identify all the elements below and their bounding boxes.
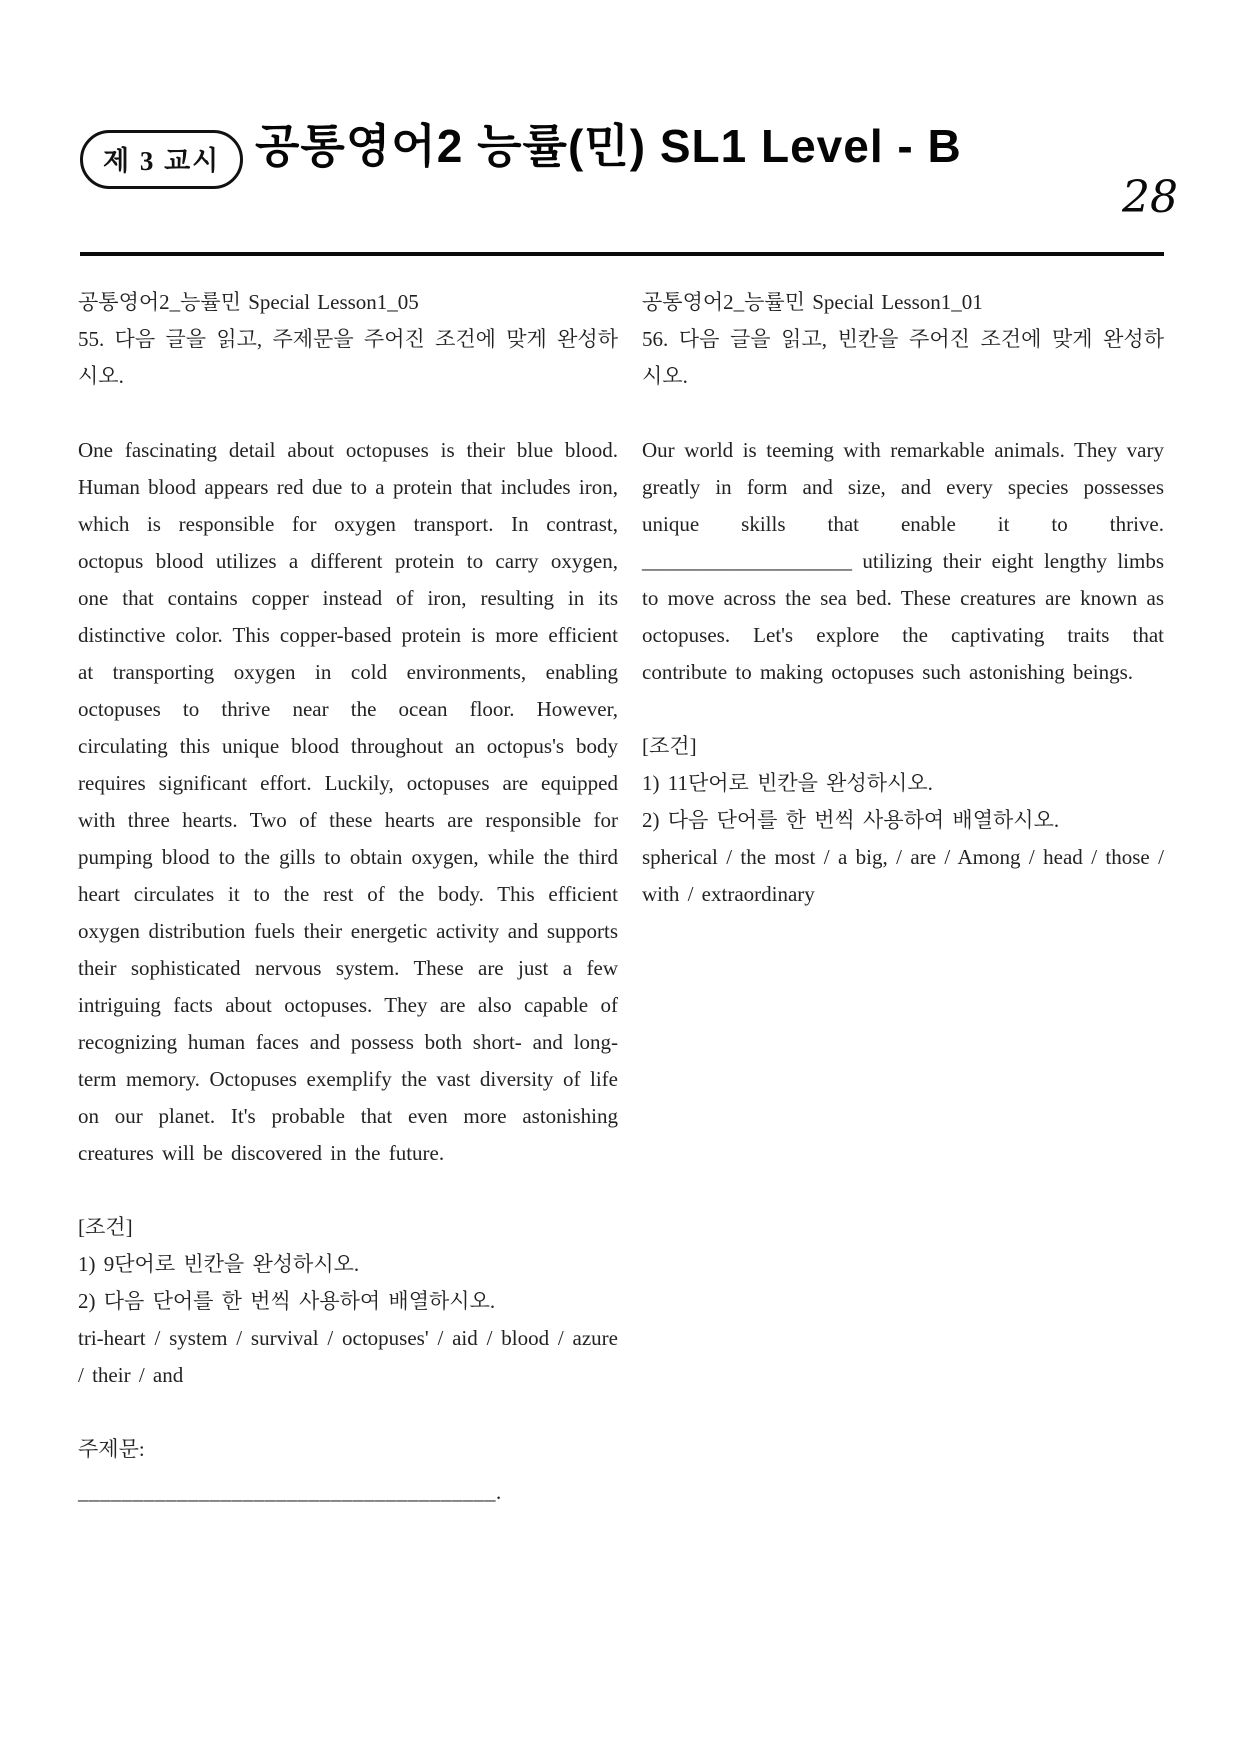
question-55-condition-2: 2) 다음 단어를 한 번씩 사용하여 배열하시오.: [78, 1289, 496, 1313]
period-badge: 제 3 교시: [80, 130, 243, 189]
question-55-prompt: 55. 다음 글을 읽고, 주제문을 주어진 조건에 맞게 완성하시오.: [78, 327, 618, 388]
question-56-prompt: 56. 다음 글을 읽고, 빈칸을 주어진 조건에 맞게 완성하시오.: [642, 327, 1164, 388]
page-header: [0, 0, 1240, 258]
question-55-source: 공통영어2_능률민 Special Lesson1_05: [78, 290, 419, 314]
header-divider: [80, 252, 1164, 256]
question-56-condition-1: 1) 11단어로 빈칸을 완성하시오.: [642, 771, 933, 795]
question-56-word-bank: spherical / the most / a big, / are / Among / head / those / with / extraordinary: [642, 845, 1164, 906]
question-56-passage: Our world is teeming with remarkable animals. They vary greatly in form and size, and every species possesses unique skills that enable it to thrive. ____________________ utilizing their eight lengthy limbs to move across the sea bed. These creatures are known as octopuses. Let's explore the captivating traits that contribute to making octopuses such astonishing beings.: [642, 438, 1164, 684]
question-55-conditions-header: [조건]: [78, 1215, 133, 1239]
question-55-word-bank: tri-heart / system / survival / octopuses' / aid / blood / azure / their / and: [78, 1326, 618, 1387]
page-title: 공통영어2 능률(민) SL1 Level - B: [255, 120, 962, 172]
question-56-source: 공통영어2_능률민 Special Lesson1_01: [642, 290, 983, 314]
question-columns: [0, 258, 1240, 1511]
question-55-condition-1: 1) 9단어로 빈칸을 완성하시오.: [78, 1252, 360, 1276]
question-55-passage: One fascinating detail about octopuses is their blue blood. Human blood appears red due to a protein that includes iron, which is responsible for oxygen transport. In contrast, octopus blood utilizes a different protein to carry oxygen, one that contains copper instead of iron, resulting in its distinctive color. This copper-based protein is more efficient at transporting oxygen in cold environments, enabling octopuses to thrive near the ocean floor. However, circulating this unique blood throughout an octopus's body requires significant effort. Luckily, octopuses are equipped with three hearts. Two of these hearts are responsible for pumping blood to the gills to obtain oxygen, while the third heart circulates it to the rest of the body. This efficient oxygen distribution fuels their energetic activity and supports their sophisticated nervous system. These are just a few intriguing facts about octopuses. They are also capable of recognizing human faces and possess both short- and long-term memory. Octopuses exemplify the vast diversity of life on our planet. It's probable that even more astonishing creatures will be discovered in the future.: [78, 438, 618, 1165]
question-56-condition-2: 2) 다음 단어를 한 번씩 사용하여 배열하시오.: [642, 808, 1060, 832]
page-number: 28: [1122, 172, 1178, 223]
question-55-answer-label: 주제문:: [78, 1437, 145, 1461]
question-55: [78, 284, 618, 1511]
question-55-answer-blank: ______________________________________.: [78, 1480, 502, 1504]
question-56: [642, 284, 1164, 1511]
question-56-conditions-header: [조건]: [642, 734, 697, 758]
